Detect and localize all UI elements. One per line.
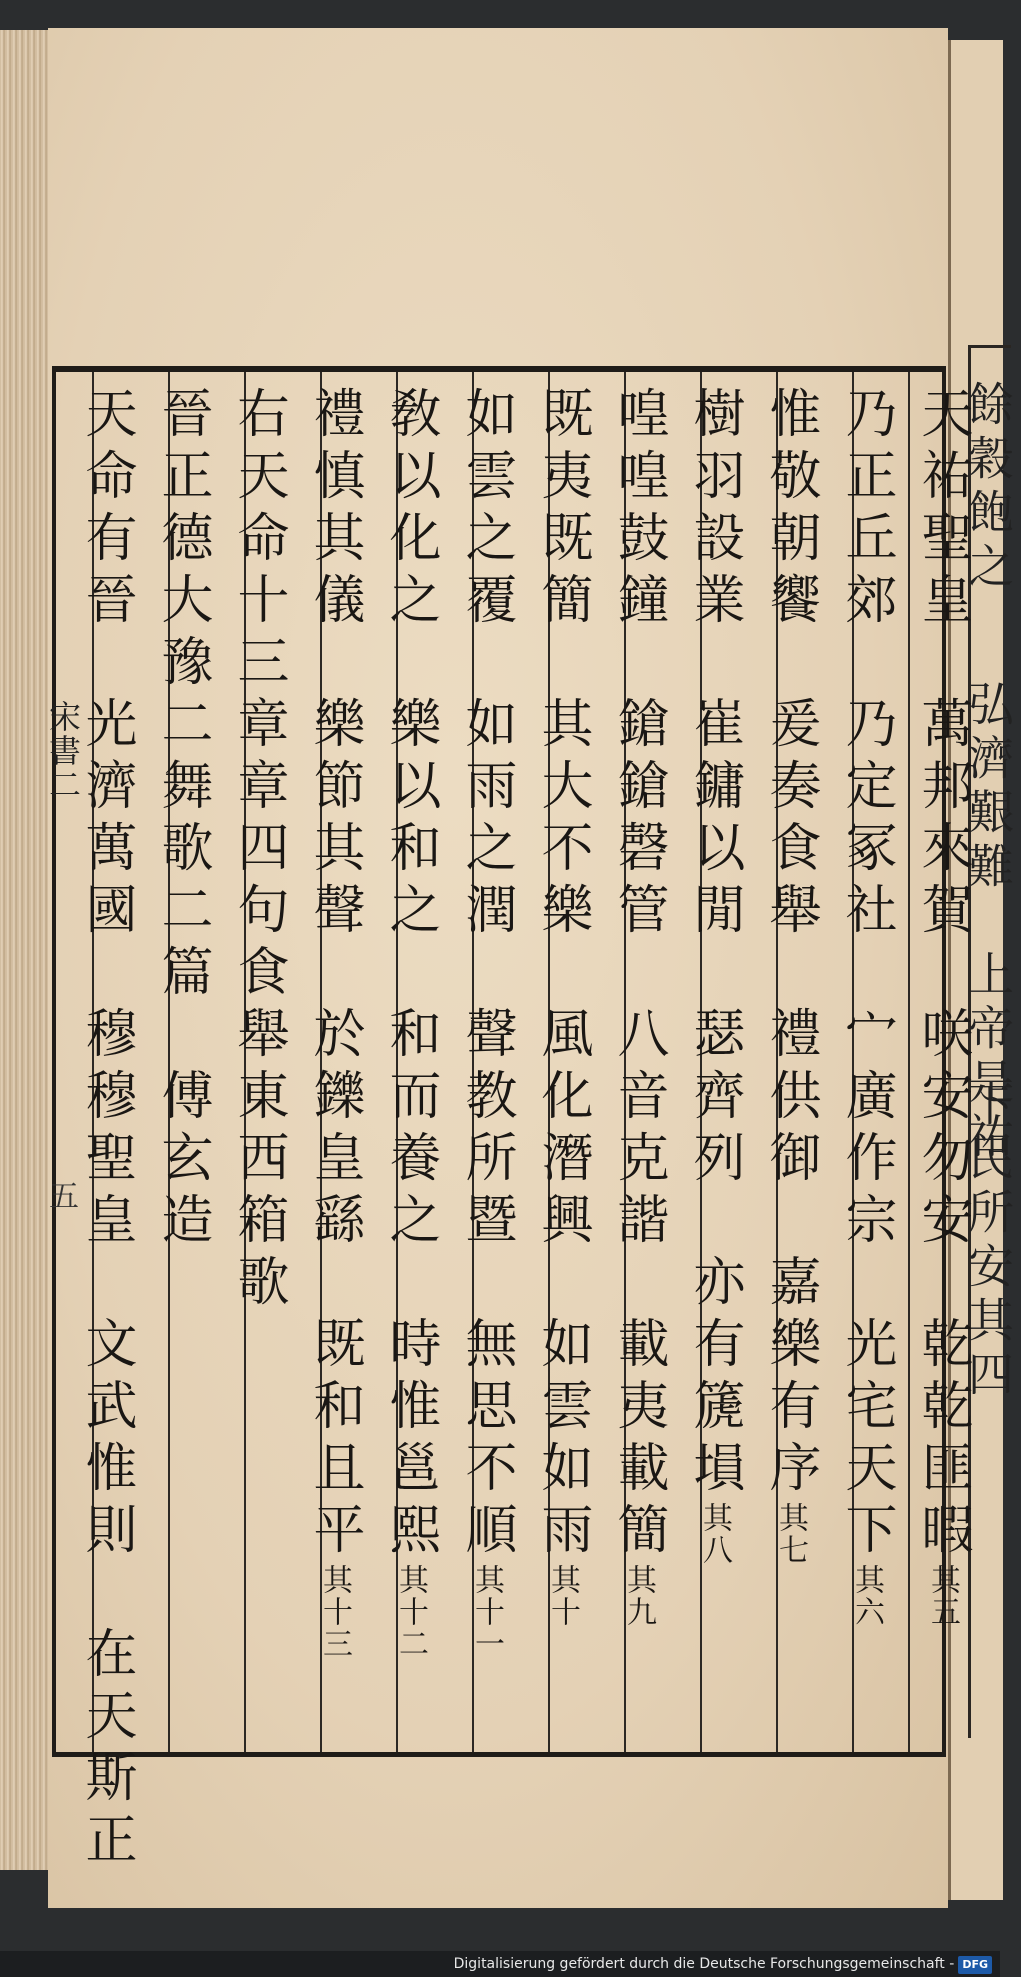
facing-page-column-2: 弘濟艱難 上帝是祐 [961, 680, 1015, 1166]
column-text: 晉正德大豫二舞歌二篇 [152, 386, 212, 1006]
text-column [904, 386, 980, 1736]
stanza-number: 其八 [697, 1502, 732, 1566]
facing-page-column-3: 下民所安其四 [961, 1080, 1015, 1404]
column-text-continued: 於鑠皇繇 既和且平 [304, 1006, 364, 1564]
column-text: 喤喤鼓鐘 鎗鎗磬管 [608, 386, 668, 1006]
spine-label: 宋書二 [44, 700, 82, 802]
column-text-continued: 風化潛興 如雲如雨 [532, 1006, 592, 1564]
column-text-continued: 和而養之 時惟邕熙 [380, 1006, 440, 1564]
text-column [828, 386, 904, 1736]
column-text-continued: 禮供御 嘉樂有序 [760, 1006, 820, 1502]
text-column [524, 386, 600, 1736]
column-text: 天命有晉 光濟萬國 [76, 386, 136, 1006]
column-text-continued: 咲安勿安 乾乾匪暇 [912, 1006, 972, 1564]
stanza-number: 其十一 [469, 1564, 504, 1660]
column-text-continued: 八音克諧 載夷載簡 [608, 1006, 668, 1564]
stanza-number: 其九 [621, 1564, 656, 1628]
column-text: 敎以化之 樂以和之 [380, 386, 440, 1006]
column-text: 如雲之覆 如雨之潤 [456, 386, 516, 1006]
text-column [296, 386, 372, 1736]
text-column [220, 386, 296, 1736]
dfg-logo: DFG [958, 1956, 992, 1974]
column-text: 右天命十三章章四句食舉東西箱歌 [228, 386, 288, 1316]
column-text: 既夷既簡 其大不樂 [532, 386, 592, 1006]
column-text: 天祐聖皇 萬邦來賀 [912, 386, 972, 1006]
stanza-number: 其五 [925, 1564, 960, 1628]
stanza-number: 其十 [545, 1564, 580, 1628]
book-page-edges [0, 30, 50, 1870]
column-text-continued: 瑟齊列 亦有篪塤 [684, 1006, 744, 1502]
facing-page-column-1: 餘穀飽之 [961, 380, 1015, 596]
column-text: 乃正丘郊 乃定冢社 [836, 386, 896, 1006]
stanza-number: 其十三 [317, 1564, 352, 1660]
spine-page-number: 五 [43, 1180, 78, 1210]
column-text-continued: 穆穆聖皇 文武惟則 在天斯正 [76, 1006, 136, 1874]
text-column [372, 386, 448, 1736]
text-column [676, 386, 752, 1736]
stanza-number: 其十二 [393, 1564, 428, 1660]
column-text: 惟敬朝饗 爰奏食舉 [760, 386, 820, 1006]
stanza-number: 其六 [849, 1564, 884, 1628]
text-column [144, 386, 220, 1736]
column-text-continued: 聲教所暨 無思不順 [456, 1006, 516, 1564]
stanza-number: 其七 [773, 1502, 808, 1566]
text-column [600, 386, 676, 1736]
column-text: 禮慎其儀 樂節其聲 [304, 386, 364, 1006]
footer-credit: Digitalisierung gefördert durch die Deutsche Forschungsgemeinschaft - [453, 1956, 955, 1972]
text-column [752, 386, 828, 1736]
column-text-continued: 宀廣作宗 光宅天下 [836, 1006, 896, 1564]
text-column [76, 386, 144, 1874]
footer-bar [0, 1951, 1000, 1977]
column-text: 樹羽設業 崔鏞以閒 [684, 386, 744, 1006]
text-column [448, 386, 524, 1736]
column-text-continued: 傅玄造 [152, 1006, 212, 1254]
